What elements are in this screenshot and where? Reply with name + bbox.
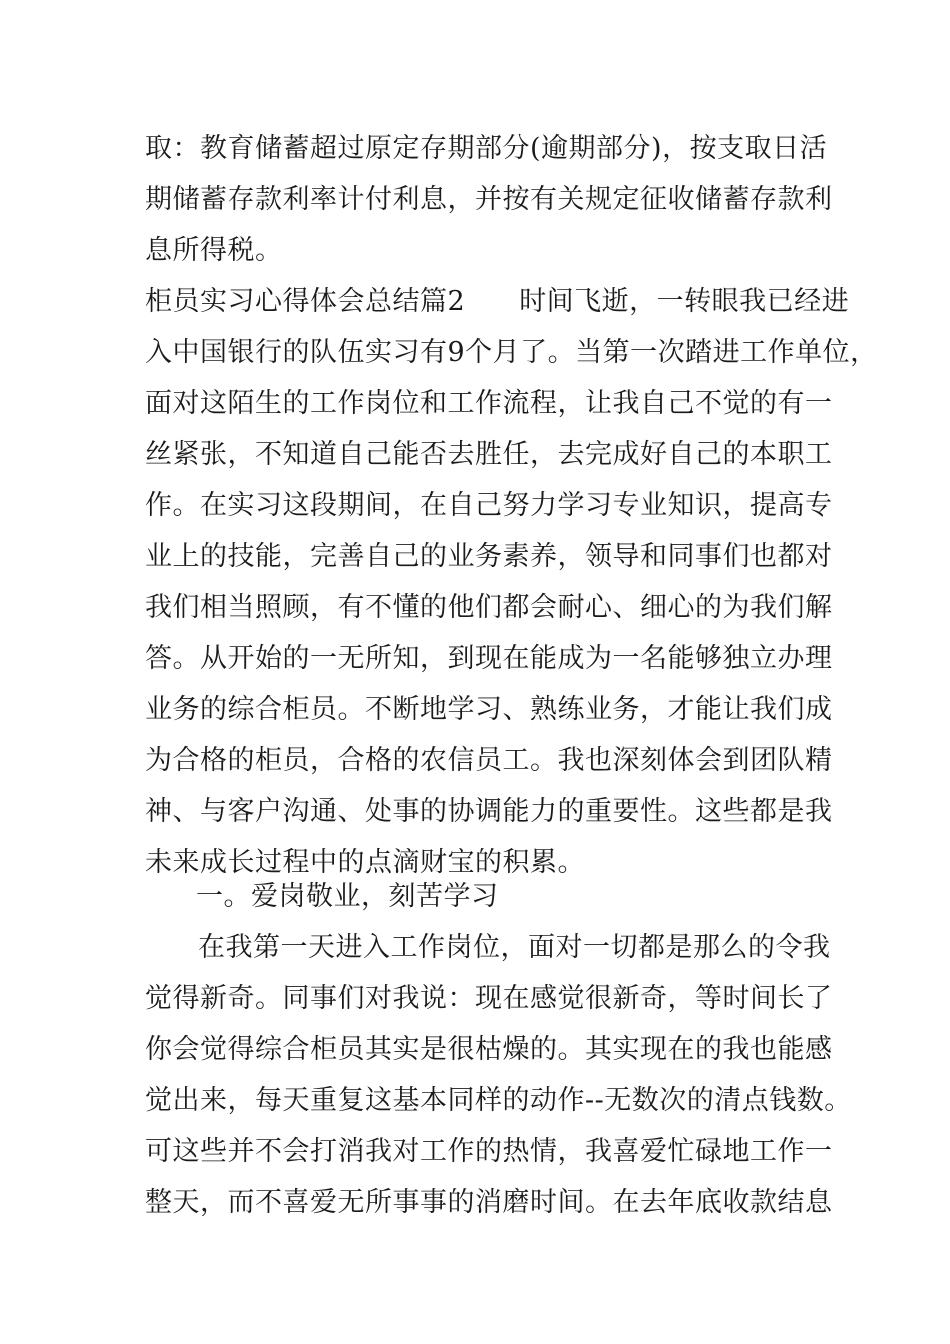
text-line: 业务的综合柜员。不断地学习、熟练业务，才能让我们成 xyxy=(145,694,833,725)
text-line: 期储蓄存款利率计付利息，并按有关规定征收储蓄存款利 xyxy=(145,184,833,215)
text-line: 入中国银行的队伍实习有9个月了。当第一次踏进工作单位， xyxy=(145,337,878,368)
text-line: 神、与客户沟通、处事的协调能力的重要性。这些都是我 xyxy=(145,796,833,827)
text-line: 丝紧张，不知道自己能否去胜任，去完成好自己的本职工 xyxy=(145,439,833,470)
text-line: 答。从开始的一无所知，到现在能成为一名能够独立办理 xyxy=(145,643,833,674)
text-line: 整天，而不喜爱无所事事的消磨时间。在去年底收款结息 xyxy=(145,1187,833,1218)
text-line: 觉得新奇。同事们对我说：现在感觉很新奇，等时间长了 xyxy=(145,983,833,1014)
text-line: 觉出来，每天重复这基本同样的动作--无数次的清点钱数。 xyxy=(145,1085,852,1116)
subheading: 一。爱岗敬业，刻苦学习 xyxy=(196,881,499,912)
text-line: 可这些并不会打消我对工作的热情，我喜爱忙碌地工作一 xyxy=(145,1136,833,1167)
paragraph-first-line: 在我第一天进入工作岗位，面对一切都是那么的令我 xyxy=(198,932,831,963)
text-line: 面对这陌生的工作岗位和工作流程，让我自己不觉的有一 xyxy=(145,388,833,419)
text-line: 我们相当照顾，有不懂的他们都会耐心、细心的为我们解 xyxy=(145,592,833,623)
section-heading-line xyxy=(145,285,849,319)
text-line: 你会觉得综合柜员其实是很枯燥的。其实现在的我也能感 xyxy=(145,1034,833,1065)
section-heading-text: 时间飞逝，一转眼我已经进 xyxy=(519,286,850,317)
section-heading-title: 柜员实习心得体会总结篇2 xyxy=(145,286,466,317)
text-line: 为合格的柜员，合格的农信员工。我也深刻体会到团队精 xyxy=(145,745,833,776)
text-line: 息所得税。 xyxy=(145,235,283,266)
text-line: 未来成长过程中的点滴财宝的积累。 xyxy=(145,847,585,878)
text-line: 取：教育储蓄超过原定存期部分(逾期部分)，按支取日活 xyxy=(145,133,828,164)
text-line: 业上的技能，完善自己的业务素养，领导和同事们也都对 xyxy=(145,541,833,572)
text-line: 作。在实习这段期间，在自己努力学习专业知识，提高专 xyxy=(145,490,833,521)
